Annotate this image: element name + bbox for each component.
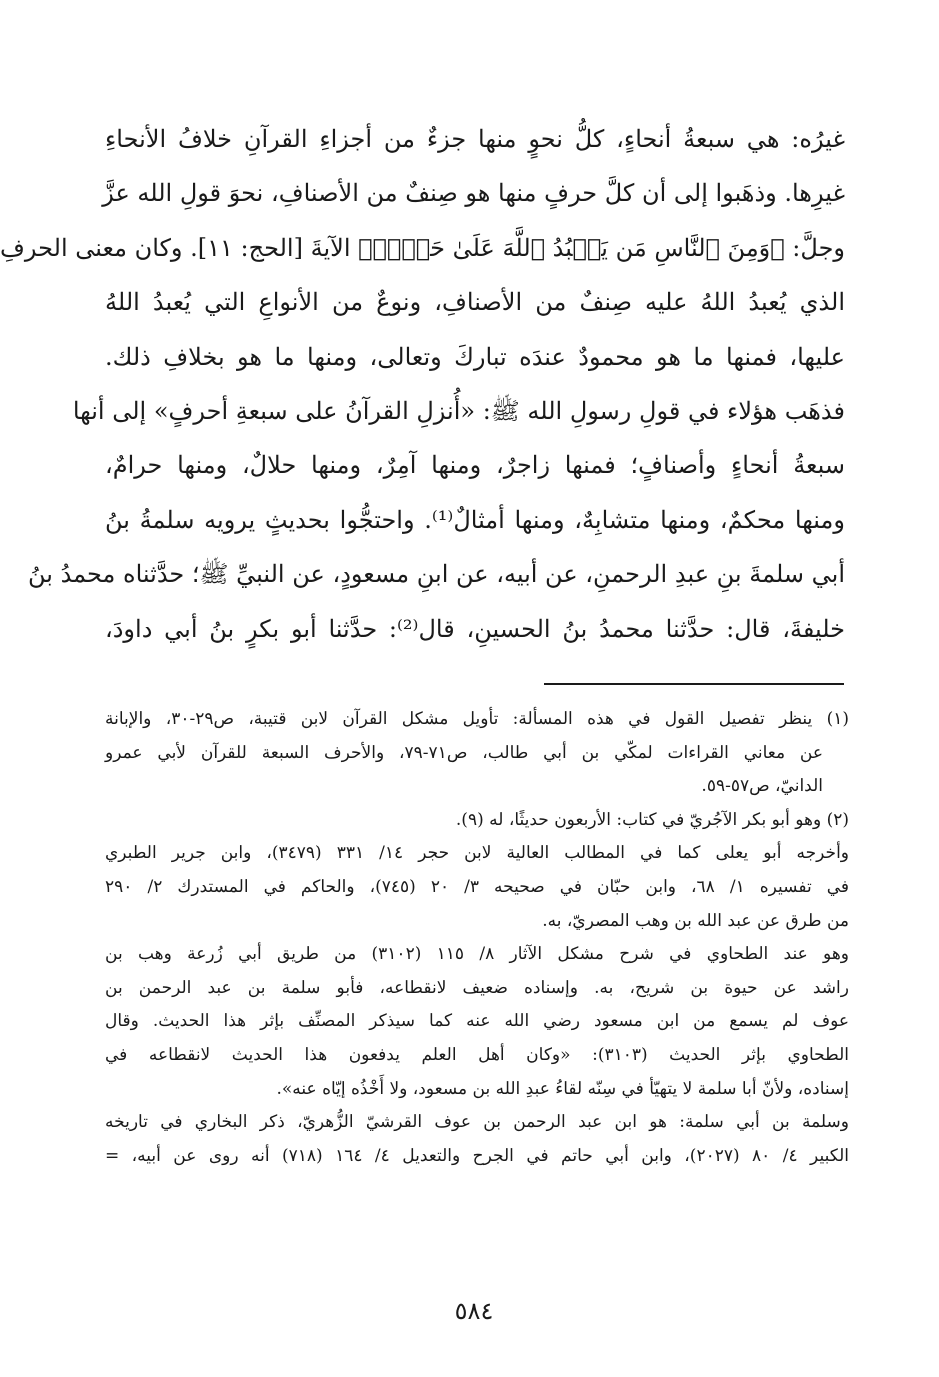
footnote-line: (٢) وهو أبو بكر الآجُريّ في كتاب: الأربعون حديثًا، له (٩).	[455, 809, 849, 830]
footnote-line: وأخرجه أبو يعلى كما في المطالب العالية لابن حجر ١٤/ ٣٣١ (٣٤٧٩)، وابن جرير الطبري	[105, 843, 849, 864]
main-text-line: ومنها محكمٌ، ومنها متشابِهٌ، ومنها أمثالٌ⁽¹⁾. واحتجُّوا بحديثٍ يرويه سلمةُ بنُ	[105, 505, 845, 534]
main-text-line: عليها، فمنها ما هو محمودٌ عندَه تباركَ وتعالى، ومنها ما هو بخلافِ ذلك.	[105, 342, 845, 371]
footnote-line: الطحاوي بإثر الحديث (٣١٠٣): «وكان أهل العلم يدفعون هذا الحديث لانقطاعه في	[105, 1044, 850, 1065]
page-number: ٥٨٤	[454, 1297, 494, 1325]
main-text-line: غيرُه: هي سبعةُ أنحاءٍ، كلُّ نحوٍ منها جزءٌ من أجزاءِ القرآنِ خلافُ الأنحاءِ	[105, 125, 845, 153]
footnote-line: من طرق عن عبد الله بن وهب المصريّ، به.	[542, 910, 849, 931]
footnote-line: وسلمة بن أبي سلمة: هو ابن عبد الرحمن بن عوف القرشيّ الزُّهريّ، ذكر البخاري في تاريخه	[105, 1112, 849, 1133]
footnote-line: إسناده، ولأنّ أبا سلمة لا يتهيّأ في سِنّه لقاءُ عبدِ الله بن مسعود، ولا أَخْذُه إيّاه عنه».	[276, 1078, 849, 1099]
main-text-line: أبي سلمةَ بنِ عبدِ الرحمنِ، عن أبيه، عن ابنِ مسعودٍ، عن النبيِّ ﷺ؛ حدَّثناه محمدُ بنُ	[27, 560, 845, 589]
footnote-line: وهو عند الطحاوي في شرح مشكل الآثار ٨/ ١١٥ (٣١٠٢) من طريق أبي زُرعة وهب بن	[105, 944, 849, 965]
main-text-line: فذهَب هؤلاء في قولِ رسولِ الله ﷺ: «أُنزلِ القرآنُ على سبعةِ أحرفٍ» إلى أنها	[72, 396, 845, 425]
footnote-divider	[544, 683, 844, 685]
main-text-line: الذي يُعبدُ اللهُ عليه صِنفٌ من الأصنافِ، ونوعٌ من الأنواعِ التي يُعبدُ اللهُ	[105, 288, 845, 317]
footnote-line: عن معاني القراءات لمكّي بن أبي طالب، ص٧١-٧٩، والأحرف السبعة للقرآن لأبي عمرو	[105, 742, 824, 763]
main-text-line: غيرِها. وذهَبوا إلى أن كلَّ حرفٍ منها هو صِنفٌ من الأصنافِ، نحوَ قولِ الله عزَّ	[102, 179, 845, 208]
footnotes	[105, 703, 849, 1173]
main-text-line: خليفةَ، قال: حدَّثنا محمدُ بنُ الحسينِ، قال⁽²⁾: حدَّثنا أبو بكرٍ بنُ أبي داودَ،	[105, 614, 845, 643]
footnote-line: راشد عن حيوة بن شريح، به. وإسناده ضعيف لانقطاعه، فأبو سلمة بن عبد الرحمن بن	[105, 977, 849, 998]
main-text-line: سبعةُ أنحاءٍ وأصنافٍ؛ فمنها زاجرٌ، ومنها آمِرٌ، ومنها حلالٌ، ومنها حرامٌ،	[105, 451, 845, 480]
footnote-line: عوف لم يسمع من ابن مسعود رضي الله عنه كما سيذكر المصنِّف بإثر هذا الحديث. وقال	[105, 1011, 850, 1032]
main-text-line: وجلَّ: ﴿وَمِنَ ٱلنَّاسِ مَن يَعۡبُدُ ٱللَّهَ عَلَىٰ حَرۡفٖ﴾ الآيةَ [الحج: ١١]. وكان معنى الحرفِ	[0, 233, 845, 262]
footnote-line: الدانيّ، ص٥٧-٥٩.	[701, 776, 823, 797]
footnote-line: (١) ينظر تفصيل القول في هذه المسألة: تأويل مشكل القرآن لابن قتيبة، ص٢٩-٣٠، والإبانة	[105, 709, 849, 729]
footnote-line: الكبير ٤/ ٨٠ (٢٠٢٧)، وابن أبي حاتم في الجرح والتعديل ٤/ ١٦٤ (٧١٨) أنه روى عن أبيه، =	[105, 1145, 849, 1166]
footnote-line: في تفسيره ١/ ٦٨، وابن حبّان في صحيحه ٣/ ٢٠ (٧٤٥)، والحاكم في المستدرك ٢/ ٢٩٠	[105, 876, 850, 897]
main-text	[0, 112, 845, 656]
